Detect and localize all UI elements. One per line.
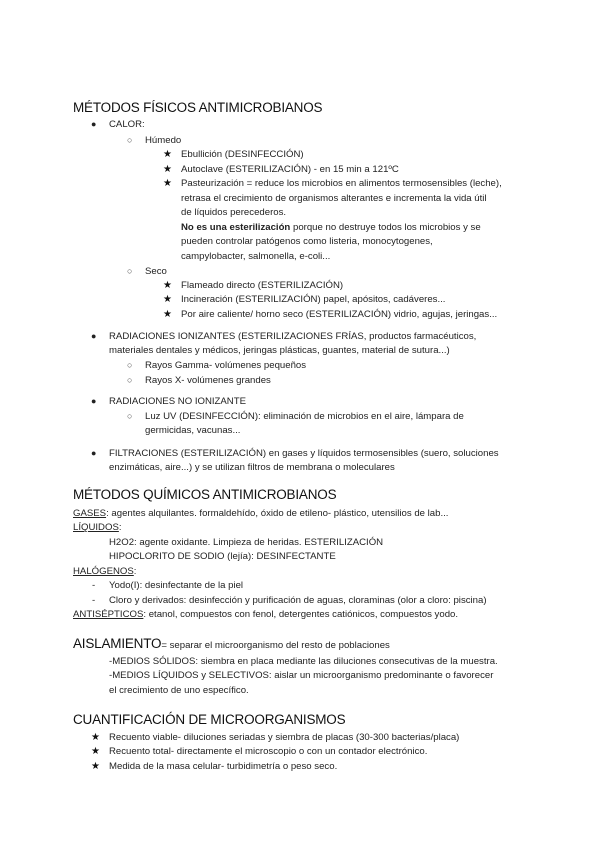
gases-text: : agentes alquilantes. formaldehído, óxido de etileno- plástico, utensilios de lab... [106,508,449,519]
heading-aislamiento: AISLAMIENTO [73,636,162,651]
circle-bullet-icon: ○ [127,360,133,370]
ebullicion-item: Ebullición (DESINFECCIÓN) [181,149,304,160]
radiaciones-ionizantes-line-2: materiales dentales y médicos, jeringas plásticas, guantes, material de sutura...) [109,345,450,356]
star-icon: ★ [91,746,100,757]
filtraciones-line-2: enzimáticas, aire...) y se utilizan filtros de membrana o moleculares [109,462,395,473]
medios-liquidos-line-2: el crecimiento de uno específico. [109,685,249,696]
antisepticos-line [73,608,458,623]
pasteurizacion-line-1: Pasteurización = reduce los microbios en alimentos termosensibles (leche), [181,178,502,189]
no-es-esterilizacion-line-1 [181,221,481,236]
hipoclorito-item: HIPOCLORITO DE SODIO (lejía): DESINFECTANTE [109,551,336,562]
star-icon: ★ [91,732,100,743]
no-es-esterilizacion-line-2: pueden controlar patógenos como listeria, monocytogenes, [181,236,433,247]
aislamiento-line [73,637,390,654]
bullet-icon: ● [91,119,97,129]
gases-line [73,507,448,522]
luz-uv-line-2: germicidas, vacunas... [145,425,241,436]
bullet-icon: ● [91,448,97,458]
star-icon: ★ [163,164,172,175]
recuento-viable-item: Recuento viable- diluciones seriadas y siembra de placas (30-300 bacterias/placa) [109,732,460,743]
bullet-icon: ● [91,396,97,406]
rayos-x-item: Rayos X- volúmenes grandes [145,375,271,386]
aislamiento-definition: = separar el microorganismo del resto de poblaciones [161,640,390,651]
heading-metodos-quimicos: MÉTODOS QUÍMICOS ANTIMICROBIANOS [73,487,337,502]
radiaciones-no-ionizante: RADIACIONES NO IONIZANTE [109,396,246,407]
luz-uv-line-1: Luz UV (DESINFECCIÓN): eliminación de microbios en el aire, lámpara de [145,411,464,422]
no-es-esterilizacion-rest: porque no destruye todos los microbios y se [290,222,481,233]
gases-label: GASES [73,508,107,519]
liquidos-colon: : [118,522,122,533]
heading-metodos-fisicos: MÉTODOS FÍSICOS ANTIMICROBIANOS [73,100,323,115]
liquidos-line [73,521,122,536]
medios-liquidos-line-1: -MEDIOS LÍQUIDOS y SELECTIVOS: aislar un microorganismo predominante o favorecer [109,670,494,681]
autoclave-item: Autoclave (ESTERILIZACIÓN) - en 15 min a 121ºC [181,164,399,175]
star-icon: ★ [163,294,172,305]
halogenos-label: HALÓGENOS [73,566,134,577]
cloro-item: Cloro y derivados: desinfección y purificación de aguas, cloraminas (olor a cloro: piscina) [109,595,487,606]
no-es-esterilizacion-line-3: campylobacter, salmonella, e-coli... [181,251,331,262]
seco-label: Seco [145,266,167,277]
pasteurizacion-line-2: retrasa el crecimiento de organismos alterantes e incrementa la vida útil [181,193,487,204]
heading-cuantificacion: CUANTIFICACIÓN DE MICROORGANISMOS [73,712,346,727]
star-icon: ★ [163,309,172,320]
masa-celular-item: Medida de la masa celular- turbidimetría o peso seco. [109,761,338,772]
star-icon: ★ [163,149,172,160]
recuento-total-item: Recuento total- directamente el microscopio o con un contador electrónico. [109,746,428,757]
star-icon: ★ [91,761,100,772]
bullet-icon: ● [91,331,97,341]
dash-bullet: - [92,580,96,591]
no-es-esterilizacion-bold: No es una esterilización [181,222,291,233]
radiaciones-ionizantes-line-1: RADIACIONES IONIZANTES (ESTERILIZACIONES FRÍAS, productos farmacéuticos, [109,331,477,342]
aire-caliente-item: Por aire caliente/ horno seco (ESTERILIZACIÓN) vidrio, agujas, jeringas... [181,309,498,320]
incineracion-item: Incineración (ESTERILIZACIÓN) papel, apósitos, cadáveres... [181,294,446,305]
flameado-item: Flameado directo (ESTERILIZACIÓN) [181,280,344,291]
pasteurizacion-line-3: de líquidos perecederos. [181,207,287,218]
dash-bullet: - [92,595,96,606]
h2o2-item: H2O2: agente oxidante. Limpieza de heridas. ESTERILIZACIÓN [109,537,384,548]
calor-label: CALOR: [109,119,145,130]
circle-bullet-icon: ○ [127,411,133,421]
rayos-gamma-item: Rayos Gamma- volúmenes pequeños [145,360,307,371]
circle-bullet-icon: ○ [127,135,133,145]
star-icon: ★ [163,178,172,189]
liquidos-label: LÍQUIDOS [73,522,119,533]
circle-bullet-icon: ○ [127,266,133,276]
antisepticos-text: : etanol, compuestos con fenol, detergentes catiónicos, compuestos yodo. [143,609,459,620]
star-icon: ★ [163,280,172,291]
humedo-label: Húmedo [145,135,182,146]
circle-bullet-icon: ○ [127,375,133,385]
yodo-item: Yodo(I): desinfectante de la piel [109,580,244,591]
medios-solidos-item: -MEDIOS SÓLIDOS: siembra en placa mediante las diluciones consecutivas de la muestra. [109,656,498,667]
antisepticos-label: ANTISÉPTICOS [73,609,144,620]
halogenos-line [73,565,136,580]
halogenos-colon: : [133,566,137,577]
filtraciones-line-1: FILTRACIONES (ESTERILIZACIÓN) en gases y líquidos termosensibles (suero, soluciones [109,448,499,459]
